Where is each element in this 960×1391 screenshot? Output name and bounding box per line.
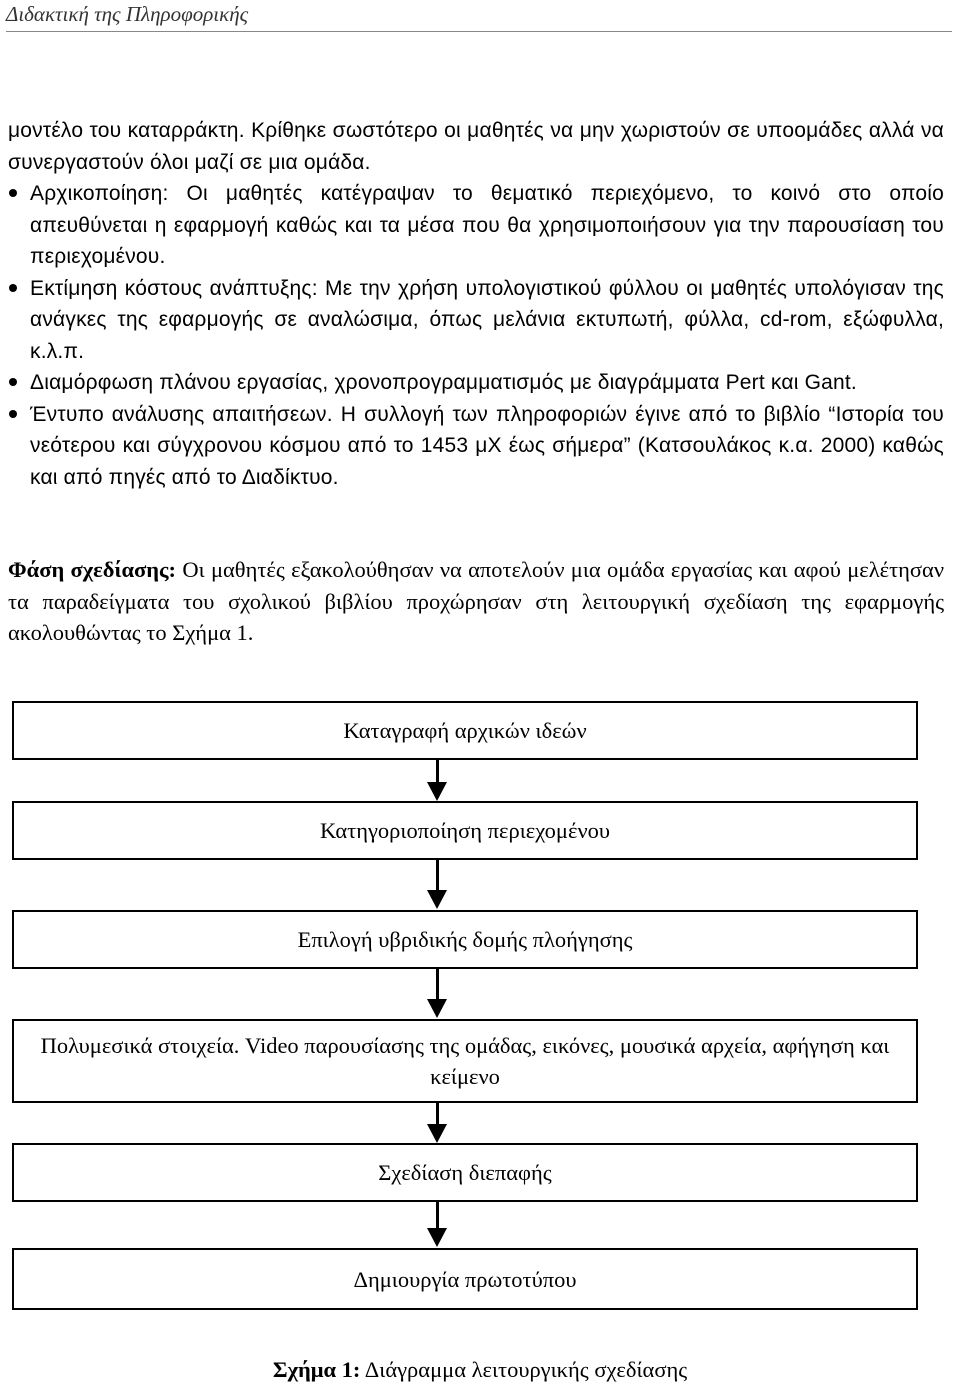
bullet-section-serif — [8, 367, 944, 493]
flow-step-label: Πολυμεσικά στοιχεία. Video παρουσίασης της ομάδας, εικόνες, μουσικά αρχεία, αφήγηση και κείμενο — [40, 1033, 890, 1089]
flow-step — [12, 801, 918, 860]
design-phase-paragraph — [8, 554, 944, 649]
bullet-item: Διαμόρφωση πλάνου εργασίας, χρονοπρογραμματισμός με διαγράμματα Pert και Gant. — [8, 367, 944, 399]
header-title: Διδακτική της Πληροφορικής — [6, 2, 249, 26]
page-header — [6, 2, 952, 32]
flow-step-label: Σχεδίαση διεπαφής — [378, 1160, 552, 1185]
flow-step — [12, 1143, 918, 1202]
flow-step-label: Καταγραφή αρχικών ιδεών — [343, 718, 587, 743]
flow-step — [12, 910, 918, 969]
design-phase-label: Φάση σχεδίασης: — [8, 557, 177, 582]
flow-step-label: Δημιουργία πρωτοτύπου — [353, 1266, 577, 1292]
caption-text: Διάγραμμα λειτουργικής σχεδίασης — [360, 1357, 688, 1382]
flow-step-label: Επιλογή υβριδικής δομής πλοήγησης — [297, 927, 633, 952]
flow-step-label: Κατηγοριοποίηση περιεχομένου — [319, 818, 611, 843]
bullet-item: Αρχικοποίηση: Οι μαθητές κατέγραψαν το θεματικό περιεχόμενο, το κοινό στο οποίο απευθύνεται η εφαρμογή καθώς και τα μέσα που θα χρησιμοποιήσουν για την παρουσίαση του περιεχομένου. — [8, 178, 944, 273]
bullet-section — [8, 115, 944, 367]
continuation-paragraph: μοντέλο του καταρράκτη. Κρίθηκε σωστότερο οι μαθητές να μην χωριστούν σε υποομάδες αλλά να συνεργαστούν όλοι μαζί σε μια ομάδα. — [8, 119, 944, 174]
bullet-item: Έντυπο ανάλυσης απαιτήσεων. Η συλλογή των πληροφοριών έγινε από το βιβλίο “Ιστορία του νεότερου και σύγχρονου κόσμου από το 1453 μΧ έως σήμερα” (Κατσουλάκος κ.α. 2000) καθώς και από πηγές από το Διαδίκτυο. — [8, 399, 944, 494]
figure-caption — [0, 1357, 960, 1383]
caption-label: Σχήμα 1: — [272, 1357, 361, 1382]
flow-step — [12, 1019, 918, 1103]
flow-step — [12, 1248, 918, 1310]
design-phase-text: Οι μαθητές εξακολούθησαν να αποτελούν μια ομάδα εργασίας και αφού μελέτησαν τα παραδείγματα του σχολικού βιβλίου προχώρησαν στη λειτουργική σχεδίαση της εφαρμογής ακολουθώντας το Σχήμα 1. — [8, 557, 945, 645]
bullet-item: Εκτίμηση κόστους ανάπτυξης: Με την χρήση υπολογιστικού φύλλου οι μαθητές υπολόγισαν της ανάγκες της εφαρμογής σε αναλώσιμα, όπως μελάνια εκτυπωτή, φύλλα, cd-rom, εξώφυλλα, κ.λ.π. — [8, 273, 944, 368]
flow-step — [12, 701, 918, 760]
